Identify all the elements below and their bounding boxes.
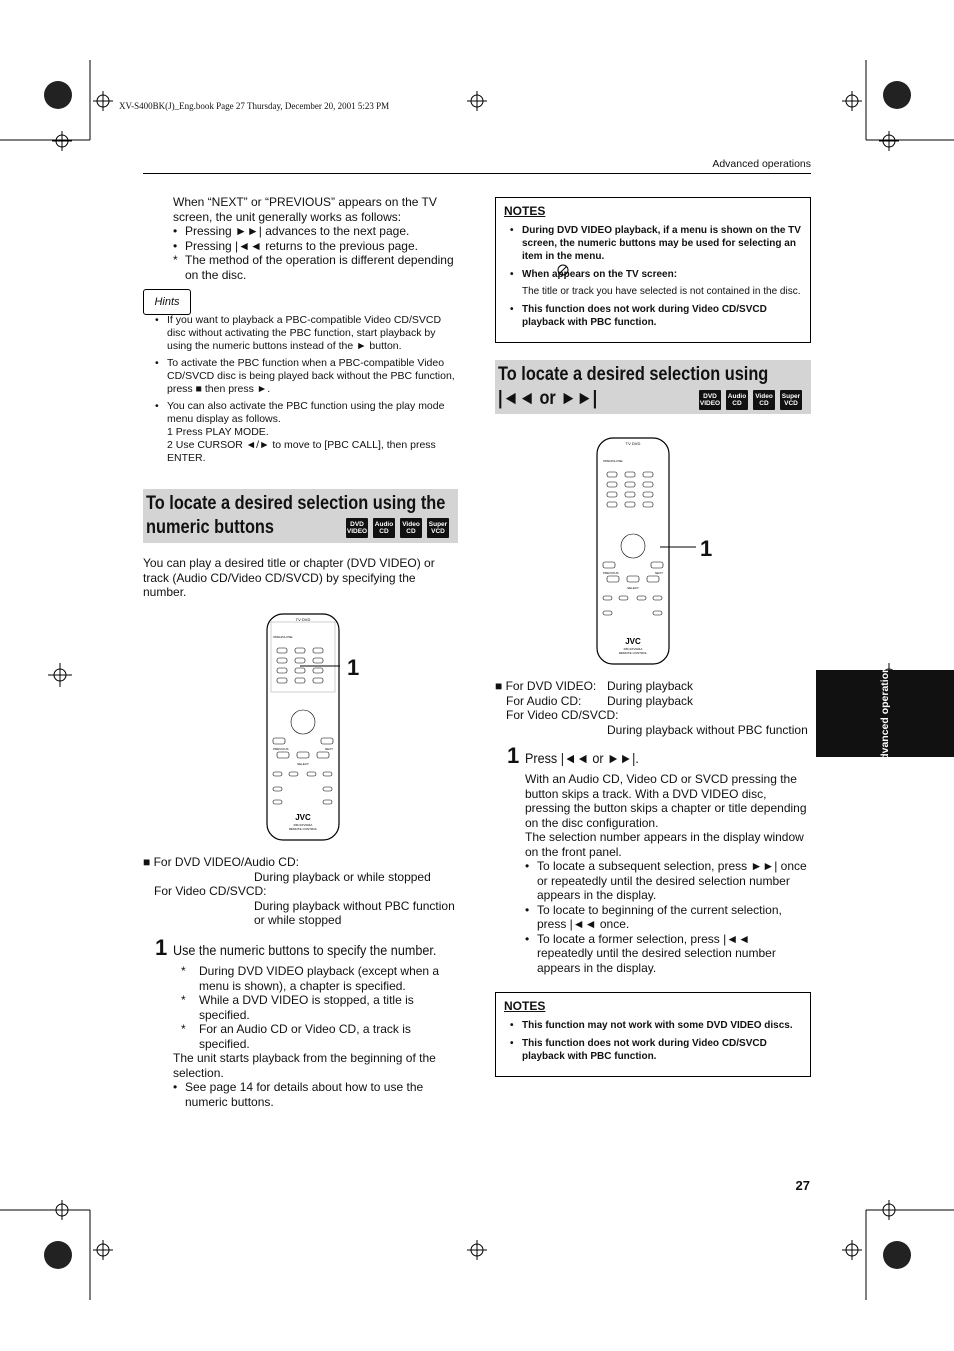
remote-caption: REMOTE CONTROL (618, 651, 648, 655)
condition-dvd-audio-value: During playback or while stopped (254, 869, 431, 884)
step-details-right (525, 772, 809, 975)
note-1-2-sub: The title or track you have selected is not contained in the disc. (522, 286, 801, 297)
condition-vcd-value-1: During playback without PBC function (254, 898, 455, 913)
condition-dvd-audio-label: ■ For DVD VIDEO/Audio CD: (143, 855, 299, 869)
disc-badges-left (346, 518, 449, 538)
notes-box-2 (495, 992, 811, 1077)
hint-item-1: • If you want to playback a PBC-compatible Video CD/SVCD disc without activating the PBC function, start playback by using the numeric buttons instead of the ► button. (155, 314, 457, 353)
condition-vcd-label: For Video CD/SVCD: (506, 708, 619, 722)
step-after-text: The unit starts playback from the beginning of the selection. (173, 1051, 436, 1080)
callout-line-left (300, 660, 340, 672)
remote-previous-label: PREVIOUS (273, 747, 289, 751)
crop-line-text: XV-S400BK(J)_Eng.book Page 27 Thursday, December 20, 2001 5:23 PM (119, 101, 390, 111)
note-1-2: When appears on the TV screen: (522, 269, 678, 280)
note-2-1: • This function may not work with some DVD VIDEO discs. (510, 1019, 802, 1032)
condition-dvd-label: ■ For DVD VIDEO: (495, 679, 597, 693)
condition-audio-label: For Audio CD: (506, 693, 582, 708)
remote-open-close-label: OPEN/CLOSE (273, 635, 293, 639)
section-bar-numeric (143, 489, 458, 543)
step-right-bullet-1: • To locate a subsequent selection, press ►►| once or repeatedly until the desired selection number appears in the display. (525, 859, 809, 903)
super-vcd-badge: Super VCD (780, 390, 802, 410)
video-cd-badge: Video CD (753, 390, 775, 410)
hints-icon (143, 289, 191, 315)
condition-audio-value: During playback (607, 693, 694, 708)
remote-select-label: SELECT (627, 586, 639, 590)
callout-number-left: 1 (347, 655, 360, 680)
step-right-para-1: With an Audio CD, Video CD or SVCD pressing the button skips a track. With a DVD VIDEO disc, pressing the button skips a chapter or title depending on the disc configuration. (525, 772, 807, 830)
hint-item-3: You can also activate the PBC function using the play mode menu display as follows. (167, 400, 445, 425)
intro-line2: screen, the unit generally works as follows: (173, 209, 402, 224)
remote-next-label: NEXT (324, 747, 333, 751)
step-right-bullet-3: • To locate a former selection, press |◄◄ repeatedly until the desired selection number appears in the display. (525, 932, 809, 976)
hint-item-2: • To activate the PBC function when a PBC-compatible Video CD/SVCD disc is being played back without the PBC function, press ■ then press ►. (155, 357, 457, 396)
page-number: 27 (795, 1178, 810, 1193)
intro-note-star: * (173, 253, 178, 267)
super-vcd-badge: Super VCD (427, 518, 449, 538)
callout-number-right: 1 (700, 536, 713, 561)
side-tab-advanced-operations (816, 660, 954, 767)
step-detail-2: While a DVD VIDEO is stopped, a title is specified. (199, 993, 414, 1022)
remote-previous-label: PREVIOUS (603, 571, 619, 575)
step-number-left: 1 (155, 935, 168, 960)
disc-badges-right (699, 390, 802, 410)
hint-step-1: 1 Press PLAY MODE. (167, 426, 269, 438)
header-rule (143, 173, 811, 174)
notes-title-1: NOTES (504, 204, 546, 218)
side-tab-label: Advanced operations (879, 660, 891, 767)
dvd-video-badge: DVD VIDEO (699, 390, 721, 410)
section-title-skip-line2: |◄◄ or ►►| (498, 388, 598, 409)
note-1-1: • During DVD VIDEO playback, if a menu is shown on the TV screen, the numeric buttons may be used for selecting an item in the menu. (510, 224, 802, 263)
step-detail-1: During DVD VIDEO playback (except when a menu is shown), a chapter is specified. (199, 964, 440, 993)
remote-model: RM-SXV004A (623, 647, 643, 651)
step-number-right: 1 (507, 743, 520, 768)
prohibited-icon (557, 264, 569, 276)
hints-label: Hints (154, 296, 180, 308)
section-title-skip-line1: To locate a desired selection using (498, 364, 769, 385)
section-bar-skip (495, 360, 811, 414)
intro-note: The method of the operation is different depending on the disc. (185, 253, 454, 282)
condition-dvd-value: During playback (607, 679, 694, 693)
intro-bullet-next: • Pressing ►►| advances to the next page. (173, 224, 463, 239)
remote-next-label: NEXT (654, 571, 663, 575)
note-2-2: • This function does not work during Video CD/SVCD playback with PBC function. (510, 1037, 802, 1063)
step-text-left: Use the numeric buttons to specify the number. (173, 942, 437, 958)
step-text-right: Press |◄◄ or ►►|. (525, 750, 639, 766)
intro-block (173, 195, 463, 282)
step-right-bullet-2: • To locate to beginning of the current selection, press |◄◄ once. (525, 903, 809, 932)
condition-vcd-value-2: or while stopped (254, 913, 342, 927)
video-cd-badge: Video CD (400, 518, 422, 538)
condition-vcd-label: For Video CD/SVCD: (154, 884, 267, 898)
running-header: Advanced operations (712, 158, 811, 170)
remote-open-close-label: OPEN/CLOSE (603, 459, 623, 463)
notes-title-2: NOTES (504, 999, 546, 1013)
step-detail-3: For an Audio CD or Video CD, a track is specified. (199, 1022, 411, 1051)
remote-tv-dvd-label: TV DVD (295, 617, 311, 622)
remote-model: RM-SXV004A (293, 823, 313, 827)
note-1-3: • This function does not work during Video CD/SVCD playback with PBC function. (510, 303, 802, 329)
callout-line-right (660, 541, 696, 553)
remote-brand-logo: JVC (295, 813, 311, 822)
condition-vcd-value: During playback without PBC function (607, 722, 808, 737)
hint-step-2: 2 Use CURSOR ◄/► to move to [PBC CALL], then press ENTER. (167, 439, 436, 464)
remote-brand-logo: JVC (625, 637, 641, 646)
step-after-bullet: • See page 14 for details about how to use the numeric buttons. (173, 1080, 458, 1109)
remote-control-illustration-left (238, 612, 368, 844)
remote-select-label: SELECT (297, 762, 309, 766)
audio-cd-badge: Audio CD (726, 390, 748, 410)
numeric-description: You can play a desired title or chapter (DVD VIDEO) or track (Audio CD/Video CD/SVCD) by specifying the number. (143, 556, 435, 599)
notes-box-1 (495, 197, 811, 343)
audio-cd-badge: Audio CD (373, 518, 395, 538)
step-details-left: * During DVD VIDEO playback (except when a menu is shown), a chapter is specified. * While a DVD VIDEO is stopped, a title is specified. * For an Audio CD or Video CD, a track is specified. The unit starts playback from the beginning of the selection. • See page 14 for details about how to use the numeric buttons. (173, 964, 458, 1109)
remote-tv-dvd-label: TV DVD (625, 441, 641, 446)
step-right-para-2: The selection number appears in the display window on the front panel. (525, 830, 804, 859)
dvd-video-badge: DVD VIDEO (346, 518, 368, 538)
intro-bullet-previous: • Pressing |◄◄ returns to the previous page. (173, 239, 463, 254)
intro-line1: When “NEXT” or “PREVIOUS” appears on the TV (173, 195, 437, 209)
section-title-numeric-line2: numeric buttons (146, 517, 275, 538)
remote-caption: REMOTE CONTROL (288, 827, 318, 831)
section-title-numeric-line1: To locate a desired selection using the (146, 493, 446, 514)
conditions-left (143, 855, 463, 928)
hints-list (155, 314, 457, 465)
conditions-right (495, 679, 811, 737)
